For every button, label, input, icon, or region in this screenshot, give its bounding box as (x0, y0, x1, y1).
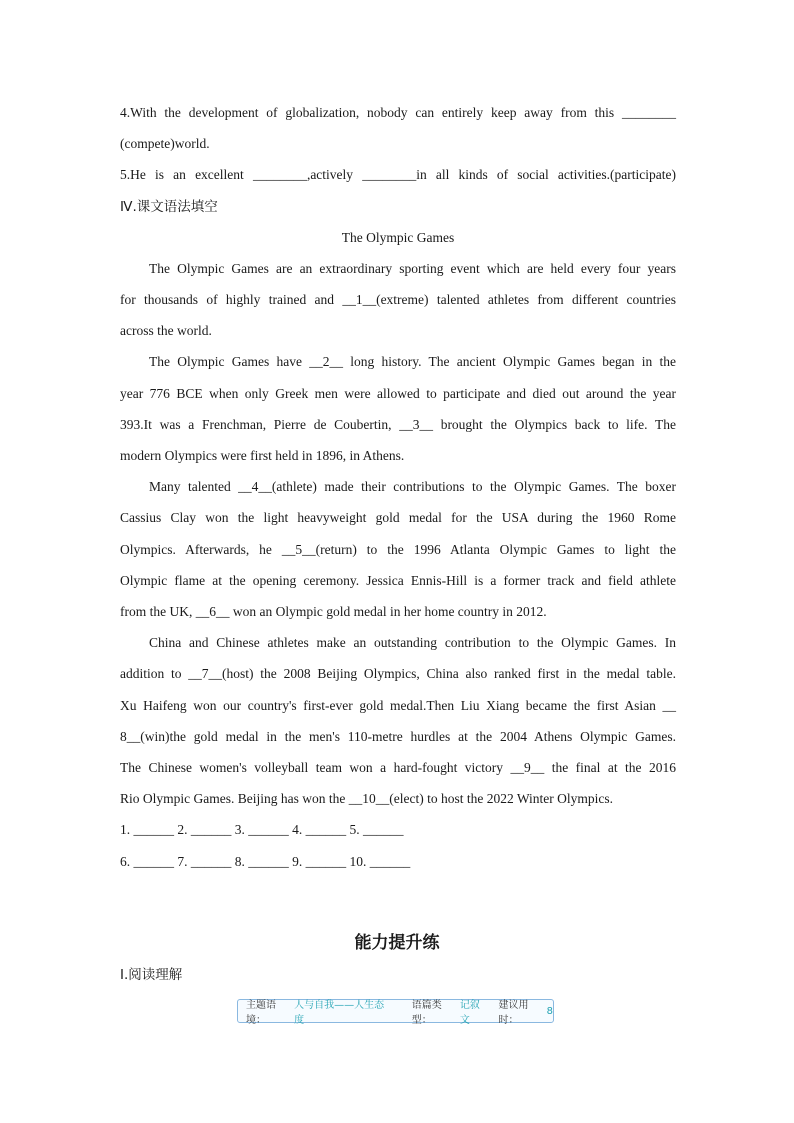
p1-line2: for thousands of highly trained and __1__(extreme) talented athletes from different countries (120, 292, 676, 307)
genre-value: 记叙文 (459, 1000, 480, 1026)
passage-title: The Olympic Games (341, 230, 455, 245)
p2-line1: The Olympic Games have __2__ long history. The ancient Olympic Games began in the (149, 354, 676, 369)
time-label: 建议用时： (498, 1000, 529, 1026)
p3-line5: from the UK, __6__ won an Olympic gold medal in her home country in 2012. (120, 604, 547, 619)
answer-row-2: 6. ______ 7. ______ 8. ______ 9. ______ 10. ______ (120, 854, 411, 869)
p3-line3: Olympics. Afterwards, he __5__(return) to the 1996 Atlanta Olympic Games to light the (120, 542, 676, 557)
p2-line2: year 776 BCE when only Greek men were allowed to participate and died out around the year (120, 386, 676, 401)
p2-line3: 393.It was a Frenchman, Pierre de Coubertin, __3__ brought the Olympics back to life. The (120, 417, 676, 432)
p4-line6: Rio Olympic Games. Beijing has won the __10__(elect) to host the 2022 Winter Olympics. (120, 791, 614, 806)
p4-line3: Xu Haifeng won our country's first-ever gold medal.Then Liu Xiang became the first Asian __ (120, 698, 676, 713)
p1-line1: The Olympic Games are an extraordinary sporting event which are held every four years (149, 261, 676, 276)
p1-line3: across the world. (120, 323, 212, 338)
context-banner (237, 999, 554, 1026)
theme-value: 人与自我——人生态度 (294, 1000, 385, 1026)
p2-line4: modern Olympics were first held in 1896, in Athens. (120, 448, 405, 463)
reading-heading: Ⅰ.阅读理解 (120, 967, 183, 983)
p3-line2: Cassius Clay won the light heavyweight gold medal for the USA during the 1960 Rome (120, 510, 676, 525)
answer-row-1: 1. ______ 2. ______ 3. ______ 4. ______ 5. ______ (120, 822, 404, 837)
p3-line1: Many talented __4__(athlete) made their contributions to the Olympic Games. The boxer (149, 479, 676, 494)
q4-line1: 4.With the development of globalization, nobody can entirely keep away from this ________ (120, 105, 676, 120)
p3-line4: Olympic flame at the opening ceremony. Jessica Ennis-Hill is a former track and field athlete (120, 573, 676, 588)
p4-line1: China and Chinese athletes make an outstanding contribution to the Olympic Games. In (149, 635, 676, 650)
p4-line4: 8__(win)the gold medal in the men's 110-metre hurdles at the 2004 Athens Olympic Games. (120, 729, 676, 744)
q5-line: 5.He is an excellent ________,actively ________in all kinds of social activities.(participate) (120, 167, 676, 182)
section4-heading: Ⅳ.课文语法填空 (120, 199, 218, 215)
p4-line2: addition to __7__(host) the 2008 Beijing Olympics, China also ranked first in the medal table. (120, 666, 676, 681)
time-value: 8 (546, 1005, 553, 1017)
q4-line2: (compete)world. (120, 136, 210, 151)
genre-label: 语篇类型： (411, 1000, 442, 1026)
p4-line5: The Chinese women's volleyball team won a hard-fought victory __9__ the final at the 2016 (120, 760, 676, 775)
ability-section-title: 能力提升练 (354, 933, 440, 953)
theme-label: 主题语境： (246, 1000, 276, 1026)
